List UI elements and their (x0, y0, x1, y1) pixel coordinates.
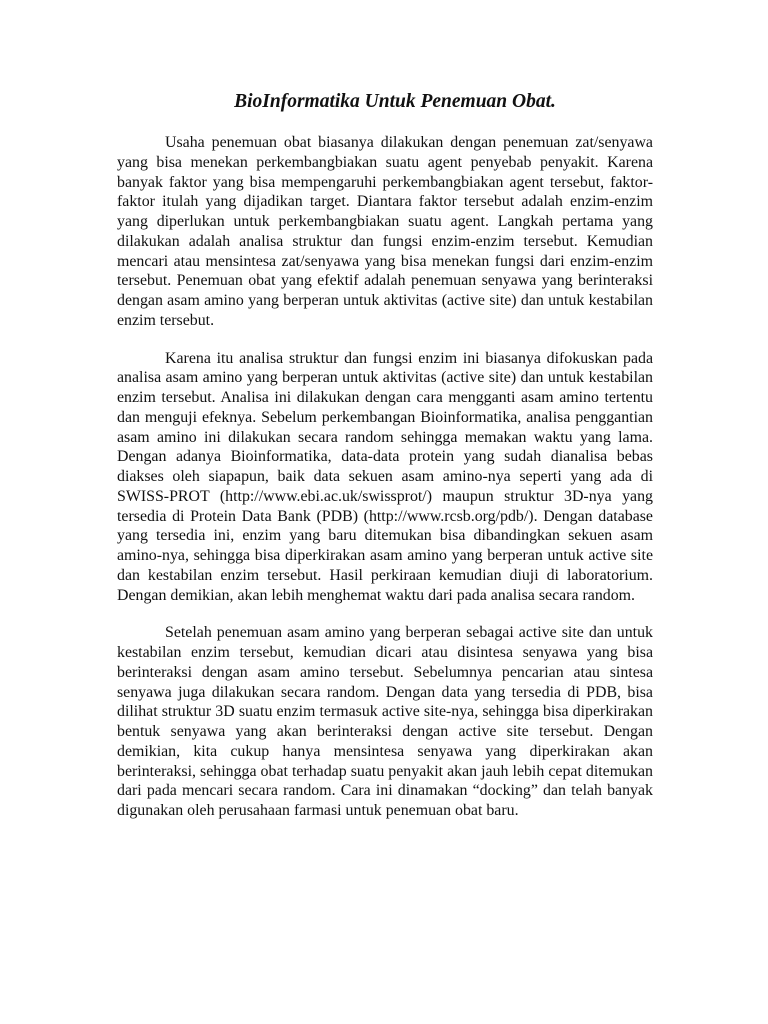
paragraph-2: Karena itu analisa struktur dan fungsi enzim ini biasanya difokuskan pada analisa asam amino yang berperan untuk aktivitas (active site) dan untuk kestabilan enzim tersebut. Analisa ini dilakukan dengan cara mengganti asam amino tertentu dan menguji efeknya. Sebelum perkembangan Bioinformatika, analisa penggantian asam amino ini dilakukan secara random sehingga memakan waktu yang lama. Dengan adanya Bioinformatika, data-data protein yang sudah dianalisa bebas diakses oleh siapapun, baik data sekuen asam amino-nya seperti yang ada di SWISS-PROT (http://www.ebi.ac.uk/swissprot/) maupun struktur 3D-nya yang tersedia di Protein Data Bank (PDB) (http://www.rcsb.org/pdb/). Dengan database yang tersedia ini, enzim yang baru ditemukan bisa dibandingkan sekuen asam amino-nya, sehingga bisa diperkirakan asam amino yang berperan untuk active site dan kestabilan enzim tersebut. Hasil perkiraan kemudian diuji di laboratorium. Dengan demikian, akan lebih menghemat waktu dari pada analisa secara random. (117, 349, 653, 604)
paragraph-1: Usaha penemuan obat biasanya dilakukan dengan penemuan zat/senyawa yang bisa menekan perkembangbiakan suatu agent penyebab penyakit. Karena banyak faktor yang bisa mempengaruhi perkembangbiakan agent tersebut, faktor-faktor itulah yang dijadikan target. Diantara faktor tersebut adalah enzim-enzim yang diperlukan untuk perkembangbiakan suatu agent. Langkah pertama yang dilakukan adalah analisa struktur dan fungsi enzim-enzim tersebut. Kemudian mencari atau mensintesa zat/senyawa yang bisa menekan fungsi dari enzim-enzim tersebut. Penemuan obat yang efektif adalah penemuan senyawa yang berinteraksi dengan asam amino yang berperan untuk aktivitas (active site) dan untuk kestabilan enzim tersebut. (117, 134, 653, 329)
paragraph-3: Setelah penemuan asam amino yang berperan sebagai active site dan untuk kestabilan enzim tersebut, kemudian dicari atau disintesa senyawa yang bisa berinteraksi dengan asam amino tersebut. Sebelumnya pencarian atau sintesa senyawa juga dilakukan secara random. Dengan data yang tersedia di PDB, bisa dilihat struktur 3D suatu enzim termasuk active site-nya, sehingga bisa diperkirakan bentuk senyawa yang akan berinteraksi dengan active site tersebut. Dengan demikian, kita cukup hanya mensintesa senyawa yang diperkirakan akan berinteraksi, sehingga obat terhadap suatu penyakit akan jauh lebih cepat ditemukan dari pada mencari secara random. Cara ini dinamakan “docking” dan telah banyak digunakan oleh perusahaan farmasi untuk penemuan obat baru. (117, 624, 653, 819)
document-title: BioInformatika Untuk Penemuan Obat. (234, 91, 556, 112)
document-body (117, 88, 653, 839)
